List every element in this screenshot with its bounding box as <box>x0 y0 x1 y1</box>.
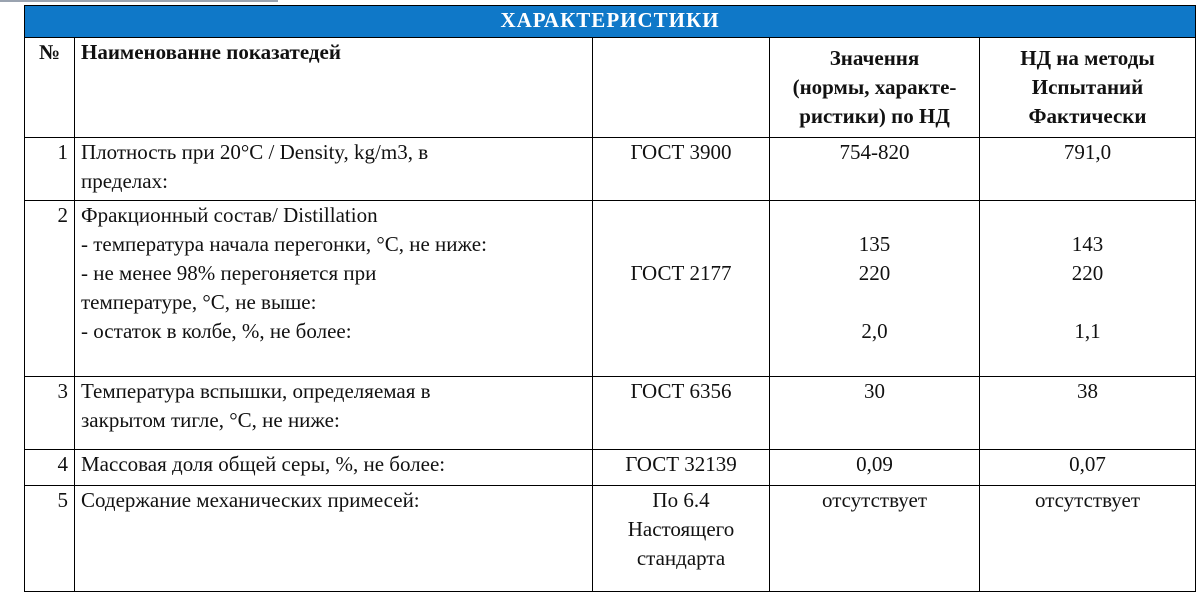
title-row <box>25 6 1196 38</box>
header-norm-line: ристики) по НД <box>799 104 950 128</box>
row-norm: отсутствует <box>770 486 980 592</box>
header-actual-line: НД на методы <box>1020 46 1155 70</box>
table-row <box>25 377 1196 450</box>
row-name <box>75 138 593 201</box>
row-name-line: пределах: <box>81 169 168 193</box>
header-method <box>593 38 770 138</box>
row-method-line: стандарта <box>636 546 726 570</box>
row-name-line: - температура начала перегонки, °С, не ниже: <box>81 232 487 256</box>
table-row <box>25 138 1196 201</box>
row-method: ГОСТ 3900 <box>593 138 770 201</box>
row-actual-value: 220 <box>1071 261 1104 285</box>
header-row <box>25 38 1196 138</box>
row-norm: 754-820 <box>770 138 980 201</box>
row-name-line: Содержание механических примесей: <box>81 488 420 512</box>
characteristics-table <box>24 5 1196 592</box>
table-row <box>25 201 1196 377</box>
header-actual-line: Фактически <box>1028 104 1147 128</box>
table-row <box>25 486 1196 592</box>
header-actual <box>980 38 1196 138</box>
row-number: 5 <box>25 486 75 592</box>
row-method-line: По 6.4 <box>652 488 710 512</box>
row-norm-value: 220 <box>858 261 891 285</box>
header-actual-line: Испытаний <box>1031 75 1144 99</box>
row-name-line: - остаток в колбе, %, не более: <box>81 319 352 343</box>
row-name-line: Температура вспышки, определяемая в <box>81 379 431 403</box>
row-number: 2 <box>25 201 75 377</box>
row-actual: отсутствует <box>980 486 1196 592</box>
row-norm: 30 <box>770 377 980 450</box>
row-norm <box>770 201 980 377</box>
row-actual: 0,07 <box>980 450 1196 486</box>
row-method <box>593 486 770 592</box>
row-name <box>75 201 593 377</box>
row-actual: 38 <box>980 377 1196 450</box>
header-norm-line: Значення <box>829 46 920 70</box>
row-method: ГОСТ 6356 <box>593 377 770 450</box>
row-number: 3 <box>25 377 75 450</box>
row-method-value: ГОСТ 2177 <box>630 261 732 285</box>
row-number: 4 <box>25 450 75 486</box>
row-name <box>75 486 593 592</box>
row-name-line: - не менее 98% перегоняется при <box>81 261 377 285</box>
row-actual-value: 143 <box>1071 232 1104 256</box>
header-norm <box>770 38 980 138</box>
row-name-line: закрытом тигле, °С, не ниже: <box>81 408 340 432</box>
row-method-line: Настоящего <box>627 517 735 541</box>
row-name-line: Массовая доля общей серы, %, не более: <box>81 452 446 476</box>
top-rule <box>0 0 278 2</box>
table-row <box>25 450 1196 486</box>
table-title: ХАРАКТЕРИСТИКИ <box>25 6 1196 38</box>
row-method <box>593 201 770 377</box>
row-name-line: Плотность при 20°С / Density, kg/m3, в <box>81 140 429 164</box>
row-actual <box>980 201 1196 377</box>
header-num: № <box>25 38 75 138</box>
row-norm-value: 135 <box>858 232 891 256</box>
row-actual: 791,0 <box>980 138 1196 201</box>
row-method: ГОСТ 32139 <box>593 450 770 486</box>
row-name-line: Фракционный состав/ Distillation <box>81 203 378 227</box>
row-norm: 0,09 <box>770 450 980 486</box>
row-number: 1 <box>25 138 75 201</box>
row-name-line: температуре, °С, не выше: <box>81 290 317 314</box>
row-name <box>75 450 593 486</box>
header-name: Наименованне показатедей <box>75 38 593 138</box>
header-norm-line: (нормы, характе- <box>792 75 957 99</box>
row-norm-value: 2,0 <box>861 319 888 343</box>
row-actual-value: 1,1 <box>1074 319 1101 343</box>
row-name <box>75 377 593 450</box>
